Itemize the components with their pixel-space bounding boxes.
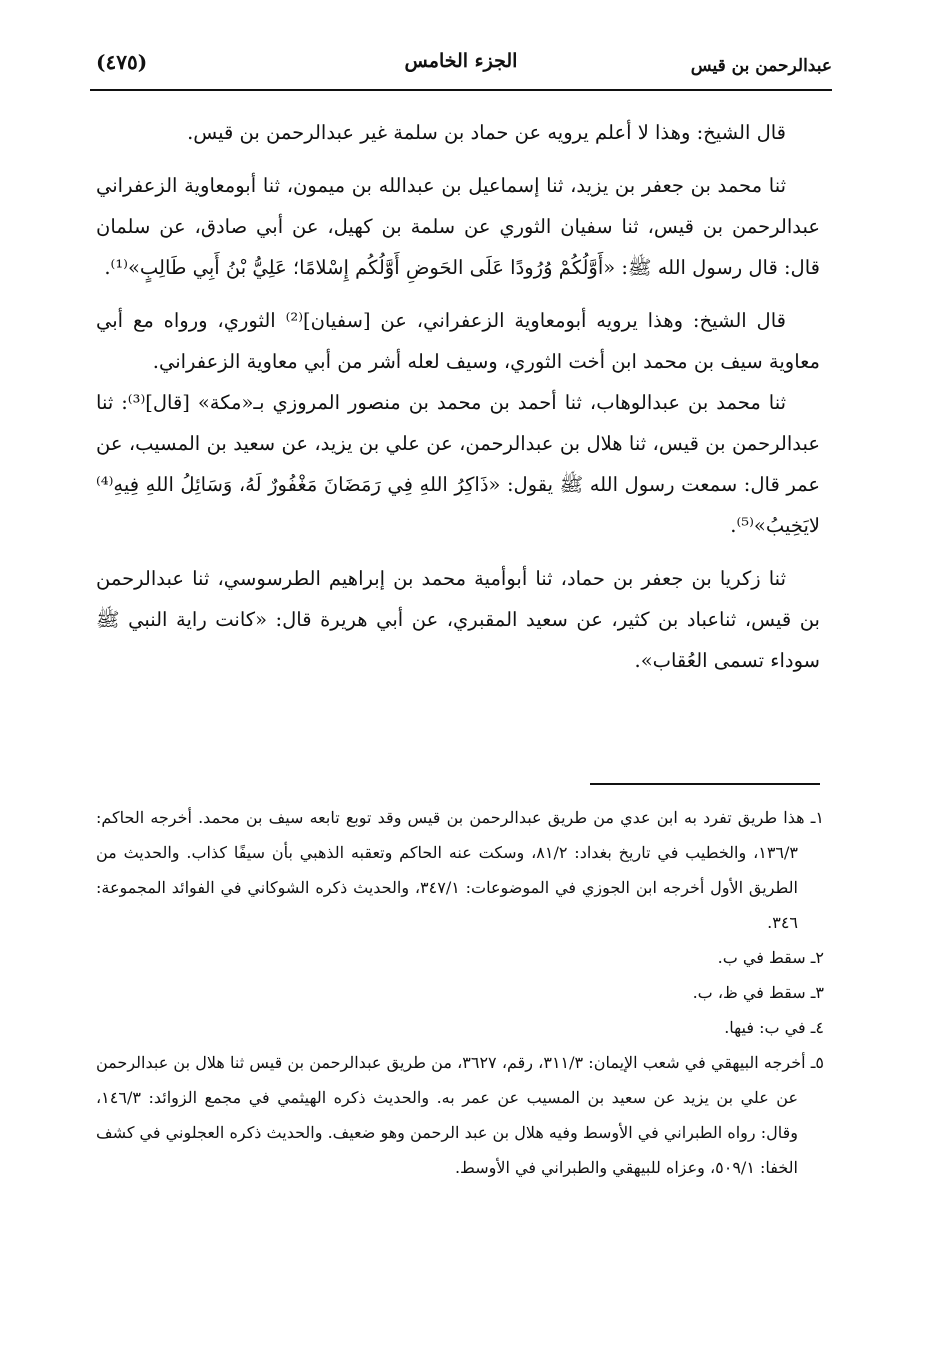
running-title: عبدالرحمن بن قيس xyxy=(690,56,832,76)
volume-title: الجزء الخامس xyxy=(404,50,518,72)
body-paragraph: ثنا محمد بن عبدالوهاب، ثنا أحمد بن محمد بن منصور المروزي بـ«مكة» [قال]⁽³⁾: ثنا عبدالرحمن بن قيس، ثنا هلال بن عبدالرحمن، عن علي بن يزيد، عن سعيد بن المسيب، عن عمر قال: سمعت رسول الله ﷺ يقول: «ذَاكِرُ اللهِ فِي رَمَضَانَ مَغْفُورٌ لَهُ، وَسَائِلُ اللهِ فِيهِ⁽⁴⁾ لايَخِيبُ»⁽⁵⁾. xyxy=(96,391,820,537)
footnote-item: ٥ـ أخرجه البيهقي في شعب الإيمان: ٣١١/٣، رقم، ٣٦٢٧، من طريق عبدالرحمن بن قيس ثنا هلال بن عبدالرحمن عن علي بن يزيد عن سعيد بن المسيب عن عمر به. والحديث ذكره الهيثمي في مجمع الزوائد: ١٤٦/٣، وقال: رواه الطبراني في الأوسط وفيه هلال بن عبد الرحمن وهو ضعيف. والحديث ذكره العجلوني في كشف الخفا: ٥٠٩/١، وعزاه للبيهقي والطبراني في الأوسط. xyxy=(96,1053,824,1177)
body-paragraph: ثنا محمد بن جعفر بن يزيد، ثنا إسماعيل بن عبدالله بن ميمون، ثنا أبومعاوية الزعفراني عبدالرحمن بن قيس، ثنا سفيان الثوري عن سلمة بن كهيل، عن أبي صادق، عن سلمان قال: قال رسول الله ﷺ: «أَوَّلُكُمْ وُرُودًا عَلَى الحَوضِ أَوَّلُكُم إِسْلامًا؛ عَلِيُّ بْنُ أَبِي طَالِبٍ»⁽¹⁾. xyxy=(96,174,820,279)
body-paragraph: قال الشيخ: وهذا لا أعلم يرويه عن حماد بن سلمة غير عبدالرحمن بن قيس. xyxy=(187,121,786,144)
footnote-item: ١ـ هذا طريق تفرد به ابن عدي من طريق عبدالرحمن بن قيس وقد توبع تابعه سيف بن محمد. أخرجه الحاكم: ١٣٦/٣، والخطيب في تاريخ بغداد: ٨١/٢، وسكت عنه الحاكم وتعقبه الذهبي بأن سيفًا كذاب. والحديث من الطريق الأول أخرجه ابن الجوزي في الموضوعات: ٣٤٧/١، والحديث ذكره الشوكاني في الفوائد المجموعة: ٣٤٦. xyxy=(96,808,824,932)
page-number: (٤٧٥) xyxy=(96,50,148,74)
body-paragraph: ثنا زكريا بن جعفر بن حماد، ثنا أبوأمية محمد بن إبراهيم الطرسوسي، ثنا عبدالرحمن بن قيس، ثناعباد بن كثير، عن سعيد المقبري، عن أبي هريرة قال: «كانت راية النبي ﷺ سوداء تسمى العُقاب». xyxy=(96,567,820,672)
main-text xyxy=(96,112,820,693)
footnote-item: ٣ـ سقط في ظ، ب. xyxy=(692,983,824,1002)
footnotes xyxy=(96,800,824,1185)
body-paragraph: قال الشيخ: وهذا يرويه أبومعاوية الزعفراني، عن [سفيان]⁽²⁾ الثوري، ورواه مع أبي معاوية سيف بن محمد ابن أخت الثوري، وسيف لعله أشر من أبي معاوية الزعفراني. xyxy=(96,309,820,373)
page-header xyxy=(90,42,832,86)
footnote-item: ٤ـ في ب: فيها. xyxy=(724,1018,824,1037)
footnote-rule xyxy=(590,783,820,785)
header-rule xyxy=(90,89,832,91)
footnote-item: ٢ـ سقط في ب. xyxy=(717,948,824,967)
